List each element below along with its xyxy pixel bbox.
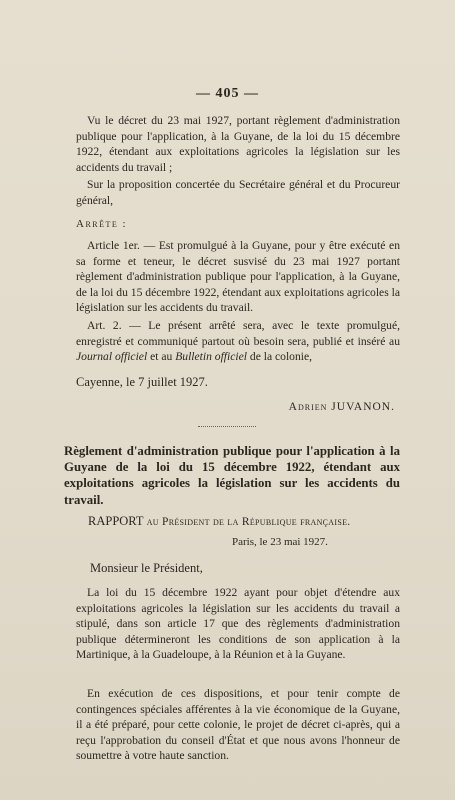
place-date: Cayenne, le 7 juillet 1927. [76, 375, 208, 389]
article-2-text: Art. 2. — Le présent arrêté sera, avec le texte promulgué, enregistré et communiqué partout où besoin sera, publié et inséré au [76, 319, 400, 348]
signature: Adrien JUVANON. [288, 401, 395, 413]
journal-officiel: Journal officiel [76, 350, 148, 364]
arrete-heading: Arrête : [76, 218, 128, 230]
reglement-title: Règlement d'administration publique pour l'application à la Guyane de la loi du 15 décembre 1922, étendant aux exploitations agricoles la législation sur les accidents du travail. [64, 444, 400, 507]
report-date: Paris, le 23 mai 1927. [232, 536, 328, 548]
report-paragraph-1: La loi du 15 décembre 1922 ayant pour objet d'étendre aux exploitations agricoles la législation sur les accidents du travail a stipulé, dans son article 17 que des règlements d'administration publique détermineront les conditions de son application à la Martinique, à la Guadeloupe, à la Réunion et à la Guyane. [76, 586, 400, 662]
vu-paragraph: Vu le décret du 23 mai 1927, portant règlement d'administration publique pour l'application, à la Guyane, de la loi du 15 décembre 1922, étendant aux exploitations agricoles la législation sur les accidents du travail ; [76, 114, 400, 174]
page-number: — 405 — [196, 86, 259, 101]
article-2-mid: et au [147, 350, 176, 364]
article-2 [76, 318, 400, 365]
salutation: Monsieur le Président, [90, 561, 203, 575]
rapport-heading [88, 514, 350, 529]
bulletin-officiel: Bulletin officiel [175, 350, 247, 364]
article-2-end: de la colonie, [247, 350, 313, 364]
separator-rule [198, 426, 256, 427]
sur-paragraph: Sur la proposition concertée du Secrétaire général et du Procureur général, [76, 178, 400, 207]
report-paragraph-2: En exécution de ces dispositions, et pour tenir compte de contingences spéciales afférentes à la vie économique de la Guyane, il a été préparé, pour cette colonie, le projet de décret ci-après, qui a reçu l'approbation du conseil d'État et que nous avons l'honneur de soumettre à votre haute sanction. [76, 687, 400, 763]
rapport-word: RAPPORT [88, 514, 144, 528]
rapport-recipient: au Président de la République française. [143, 516, 351, 528]
article-1: Article 1er. — Est promulgué à la Guyane, pour y être exécuté en sa forme et teneur, le décret susvisé du 23 mai 1927 portant règlement d'administration publique pour l'application, à la Guyane, de la loi du 15 décembre 1922, étendant aux exploitations agricoles la législation sur les accidents du travail. [76, 239, 400, 315]
